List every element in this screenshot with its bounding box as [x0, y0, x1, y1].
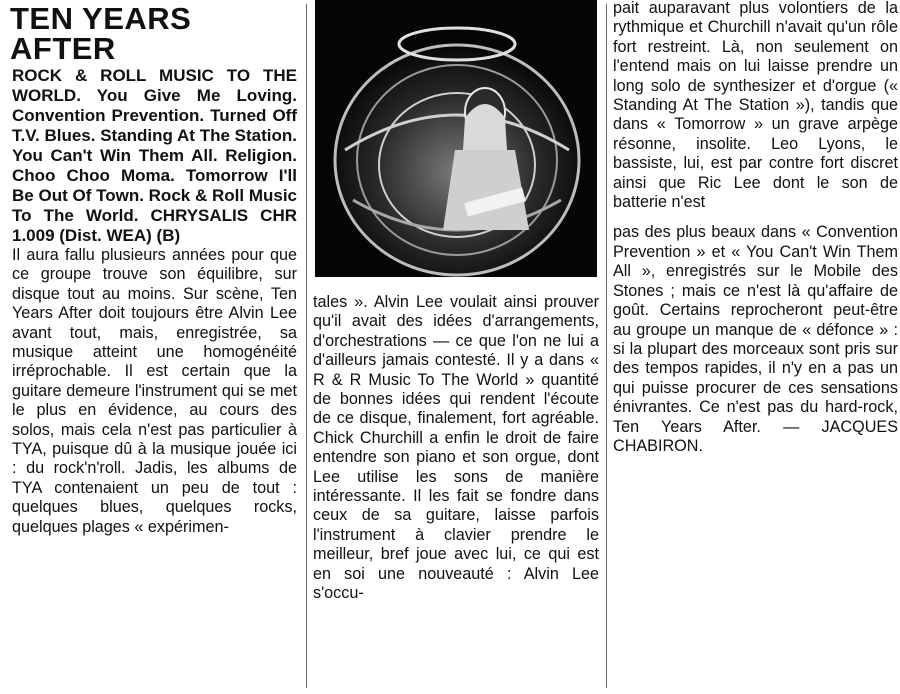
album-title: ROCK & ROLL MUSIC TO THE WORLD. [12, 66, 297, 105]
label-info: CHRYSALIS CHR 1.009 (Dist. WEA) (B) [12, 206, 298, 245]
column-2 [313, 0, 599, 604]
review-text-col3-bottom: pas des plus beaux dans « Convention Prevention » et « You Can't Win Them All », enregistrés sur le Mobile des Stones ; mais ce n'est là qu'affaire de goût. Certains reprocheront peut-être au groupe un manque de « défonce » : si la plupart des morceaux sont pris sur des tempos rapides, il n'y en a pas un qui puisse procurer de ces sensations énivrantes. Ce n'est pas du hard-rock, Ten Years After. — JACQUES CHABIRON. [613, 223, 898, 455]
review-text-col3-top: pait auparavant plus volontiers de la rythmique et Churchill n'avait qu'un rôle fort restreint. Là, non seulement on l'entend mais on lui laisse prendre un long solo de synthesizer et d'orgue (« Standing At The Station »), tandis que dans « Tomorrow » un grave arpège résonne, insolite. Leo Lyons, le bassiste, lui, est par contre fort discret ainsi que Ric Lee dont le son de batterie n'est [613, 0, 898, 212]
review-text-col1: Il aura fallu plusieurs années pour que ce groupe trouve son équilibre, sur disque tout au moins. Sur scène, Ten Years After doit toujours être Alvin Lee avant tout, mais, enregistrée, sa musique atteint une homogénéité irréprochable. Il est certain que la guitare demeure l'instrument qui se met le plus en évidence, au cours des solos, mais cela n'est pas particulier à TYA, puisque dû à la musique jouée ici : du rock'n'roll. Jadis, les albums de TYA contenaient un peu de tout : quelques blues, quelques rocks, quelques plages « expérimen- [12, 246, 297, 536]
column-1 [6, 0, 297, 537]
album-header [12, 66, 297, 246]
column-rule-left [306, 4, 307, 688]
review-text-col2: tales ». Alvin Lee voulait ainsi prouver qu'il avait des idées d'arrangements, d'orchestrations — ce que l'on ne lui a d'ailleurs jamais contesté. Il y a dans « R & R Music To The World » quantité de bonnes idées qui rendent l'écoute de ce disque, finalement, fort agréable. Chick Churchill a enfin le droit de faire entendre son piano et son orgue, dont Lee utilise les sons de manière intéressante. Il les fait se fondre dans ceux de sa guitare, laisse parfois l'instrument à clavier prendre le meilleur, bref joue avec lui, ce qui est en soi une nouveauté : Alvin Lee s'occu- [313, 293, 599, 603]
band-title: TEN YEARS AFTER [10, 1, 192, 66]
tracklist: You Give Me Loving. Convention Prevention. Turned Off T.V. Blues. Standing At The Station. You Can't Win Them All. Religion. Choo Choo Moma. Tomorrow I'll Be Out Of Town. Rock & Roll Music To The World. [12, 86, 297, 225]
column-3 [613, 0, 898, 456]
column-rule-right [606, 4, 607, 688]
